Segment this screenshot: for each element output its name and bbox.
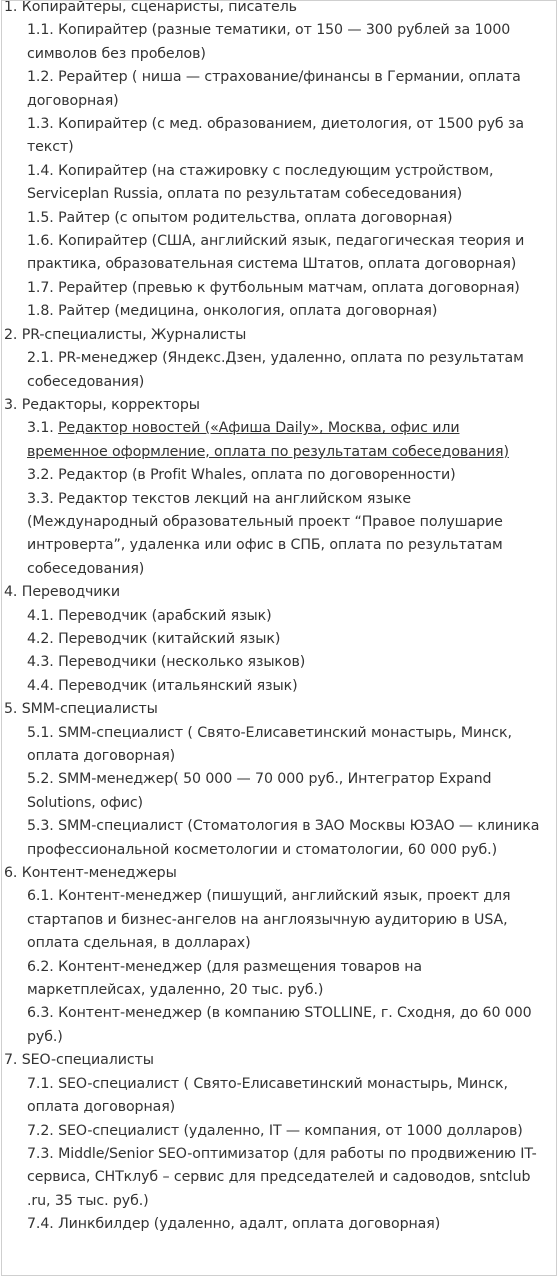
document-frame xyxy=(1,0,557,1276)
list-item: 1.5. Райтер (с опытом родительства, оплата договорная) xyxy=(27,209,453,226)
list-item: 3.3. Редактор текстов лекций на английском языке (Международный образовательный проект “Правое полушарие интроверта”, удаленка или офис в СПБ, оплата по результатам собеседования) xyxy=(27,490,503,577)
list-item: 1.6. Копирайтер (США, английский язык, педагогическая теория и практика, образовательная система Штатов, оплата договорная) xyxy=(27,233,525,273)
list-item xyxy=(2,417,550,464)
section-title: 4. Переводчики xyxy=(4,584,121,601)
item-list xyxy=(2,605,550,699)
section xyxy=(2,581,550,698)
list-item: 5.2. SMM-менеджер( 50 000 — 70 000 руб., Интегратор Expand Solutions, офис) xyxy=(27,771,492,811)
list-item: 4.4. Переводчик (итальянский язык) xyxy=(27,677,298,694)
item-list xyxy=(2,347,550,394)
section-title: 2. PR-специалисты, Журналисты xyxy=(4,326,247,343)
table-of-contents xyxy=(2,0,556,1237)
section-title: 6. Контент-менеджеры xyxy=(4,865,177,882)
list-item: 4.2. Переводчик (китайский язык) xyxy=(27,630,281,647)
section-title: 7. SEO-специалисты xyxy=(4,1052,154,1069)
list-item: 7.4. Линкбилдер (удаленно, адалт, оплата договорная) xyxy=(27,1216,441,1233)
section-list xyxy=(2,0,550,1237)
list-item: 6.3. Контент-менеджер (в компанию STOLLINE, г. Сходня, до 60 000 руб.) xyxy=(27,1005,532,1045)
list-item: 1.4. Копирайтер (на стажировку с последующим устройством, Serviceplan Russia, оплата по результатам собеседования) xyxy=(27,162,494,203)
item-link[interactable]: Редактор новостей («Афиша Daily», Москва, офис или временное оформление, оплата по результатам собеседования) xyxy=(27,420,509,460)
item-list xyxy=(2,417,550,581)
section xyxy=(2,1049,550,1236)
list-item: 1.7. Рерайтер (превью к футбольным матчам, оплата договорная) xyxy=(27,279,520,296)
list-item: 7.3. Middle/Senior SEO-оптимизатор (для работы по продвижению IT-сервиса, СНТклуб – сервис для председателей и садоводов, sntclub .ru, 35 тыс. руб.) xyxy=(27,1145,537,1209)
list-item: 5.3. SMM-специалист (Стоматология в ЗАО Москвы ЮЗАО — клиника профессиональной косметологии и стоматологии, 60 000 руб.) xyxy=(27,818,540,858)
section-title: 1. Копирайтеры, сценаристы, писатель xyxy=(4,0,297,15)
item-list xyxy=(2,722,550,862)
list-item: 7.2. SEO-специалист (удаленно, IT — компания, от 1000 долларов) xyxy=(27,1122,523,1139)
item-list xyxy=(2,885,550,1049)
item-list xyxy=(2,1073,550,1237)
section-title: 5. SMM-специалисты xyxy=(4,701,158,718)
list-item: 3.2. Редактор (в Profit Whales, оплата по договоренности) xyxy=(27,467,456,484)
list-item: 7.1. SEO-специалист ( Свято-Елисаветинский монастырь, Минск, оплата договорная) xyxy=(27,1075,508,1116)
list-item: 2.1. PR-менеджер (Яндекс.Дзен, удаленно, оплата по результатам собеседования) xyxy=(27,350,524,390)
section xyxy=(2,324,550,394)
list-item: 1.8. Райтер (медицина, онкология, оплата договорная) xyxy=(27,303,438,320)
list-item: 4.1. Переводчик (арабский язык) xyxy=(27,607,272,624)
section xyxy=(2,0,550,324)
section xyxy=(2,394,550,581)
list-item: 6.2. Контент-менеджер (для размещения товаров на маркетплейсах, удаленно, 20 тыс. руб.) xyxy=(27,958,423,999)
list-item: 1.3. Копирайтер (с мед. образованием, диетология, от 1500 руб за текст) xyxy=(27,116,524,156)
section-title: 3. Редакторы, корректоры xyxy=(4,396,200,413)
list-item: 1.2. Рерайтер ( ниша — страхование/финансы в Германии, оплата договорная) xyxy=(27,69,521,109)
list-item: 1.1. Копирайтер (разные тематики, от 150 — 300 рублей за 1000 символов без пробелов) xyxy=(27,22,511,62)
list-item: 6.1. Контент-менеджер (пишущий, английский язык, проект для стартапов и бизнес-ангелов на англоязычную аудиторию в USA, оплата сдельная, в долларах) xyxy=(27,888,511,952)
item-number: 3.1. xyxy=(27,420,59,437)
section xyxy=(2,698,550,862)
section xyxy=(2,862,550,1049)
list-item: 4.3. Переводчики (несколько языков) xyxy=(27,654,306,671)
item-list xyxy=(2,19,550,323)
list-item: 5.1. SMM-специалист ( Свято-Елисаветинский монастырь, Минск, оплата договорная) xyxy=(27,724,512,764)
